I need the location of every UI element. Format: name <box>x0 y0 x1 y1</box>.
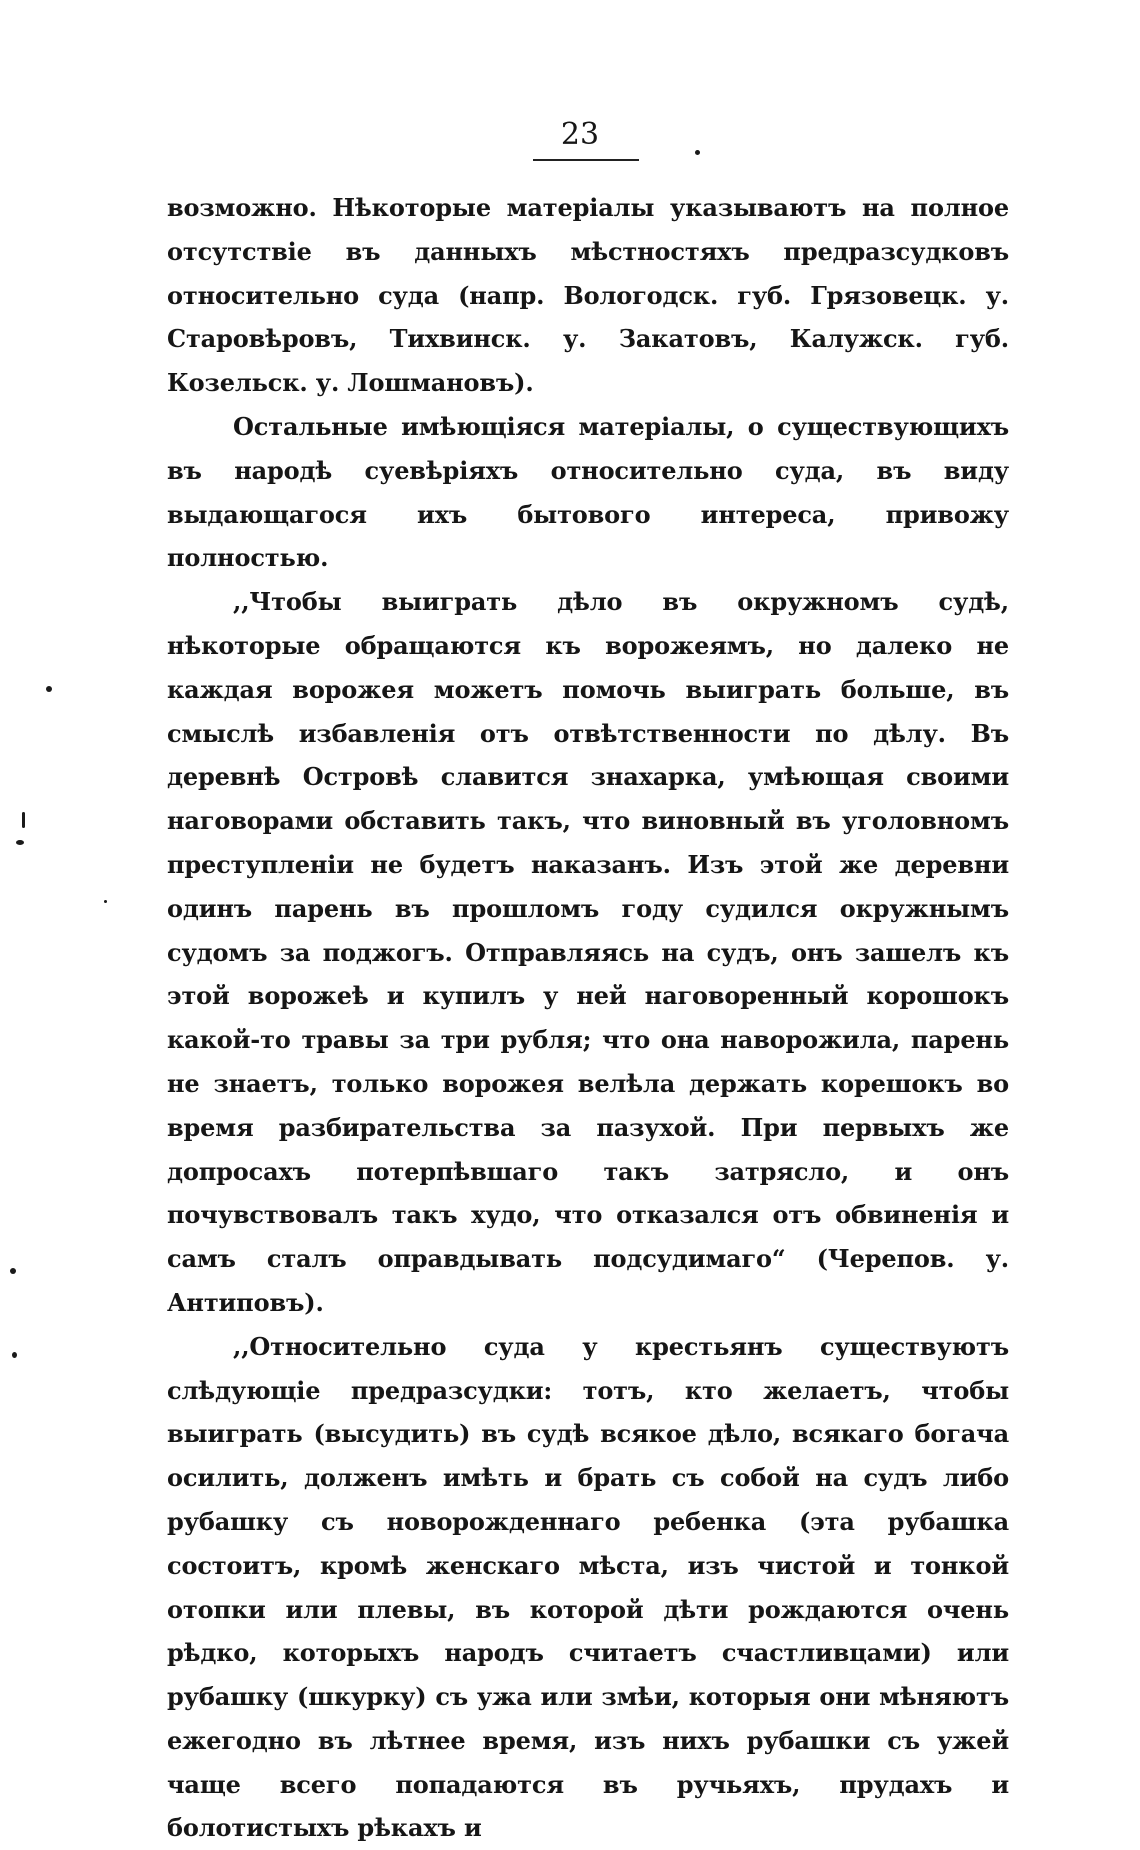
page-number-rule <box>533 159 639 161</box>
paragraph-3: ,,Чтобы выиграть дѣло въ окружномъ судѣ, нѣкоторые обращаются къ ворожеямъ, но далеко не каждая ворожея можетъ помочь выиграть больше, въ смыслѣ избавленія отъ отвѣтственности по дѣлу. Въ деревнѣ Островѣ славится знахарка, умѣющая своими наговорами обставить такъ, что виновный въ уголовномъ преступленіи не будетъ наказанъ. Изъ этой же деревни одинъ парень въ прошломъ году судился окружнымъ судомъ за поджогъ. Отправляясь на судъ, онъ зашелъ къ этой ворожеѣ и купилъ у ней наговоренный корошокъ какой-то травы за три рубля; что она наворожила, парень не знаетъ, только ворожея велѣла держать корешокъ во время разбирательства за пазухой. При первыхъ же допросахъ потерпѣвшаго такъ затрясло, и онъ почувствовалъ такъ худо, что отказался отъ обвиненія и самъ сталъ оправдывать подсудимаго“ (Черепов. у. Антиповъ). <box>167 587 1009 1317</box>
paragraph-1: возможно. Нѣкоторые матеріалы указываютъ на полное отсутствіе въ данныхъ мѣстностяхъ предразсудковъ относительно суда (напр. Вологодск. губ. Грязовецк. у. Старовѣровъ, Тихвинск. у. Закатовъ, Калужск. губ. Козельск. у. Лошмановъ). <box>167 193 1009 398</box>
page-number: 23 <box>560 117 600 152</box>
scan-speck <box>16 840 24 845</box>
scan-speck <box>22 812 25 828</box>
paragraph-4: ,,Относительно суда у крестьянъ существуютъ слѣдующіе предразсудки: тотъ, кто желаетъ, чтобы выиграть (высудить) въ судѣ всякое дѣло, всякаго богача осилить, долженъ имѣть и брать съ собой на судъ либо рубашку съ новорожденнаго ребенка (эта рубашка состоитъ, кромѣ женскаго мѣста, изъ чистой и тонкой отопки или плевы, въ которой дѣти рождаются очень рѣдко, которыхъ народъ считаетъ счастливцами) или рубашку (шкурку) съ ужа или змѣи, которыя они мѣняютъ ежегодно въ лѣтнее время, изъ нихъ рубашки съ ужей чаще всего попадаются въ ручьяхъ, прудахъ и болотистыхъ рѣкахъ и <box>167 1331 1009 1843</box>
scan-speck <box>695 150 700 155</box>
scan-speck <box>104 900 107 903</box>
scan-speck <box>46 686 52 692</box>
paragraph-2: Остальные имѣющіяся матеріалы, о существующихъ въ народѣ суевѣріяхъ относительно суда, въ виду выдающагося ихъ бытового интереса, привожу полностью. <box>167 411 1009 573</box>
scan-speck <box>12 1352 17 1358</box>
body-text <box>167 186 1009 1850</box>
scan-speck <box>10 1268 16 1274</box>
